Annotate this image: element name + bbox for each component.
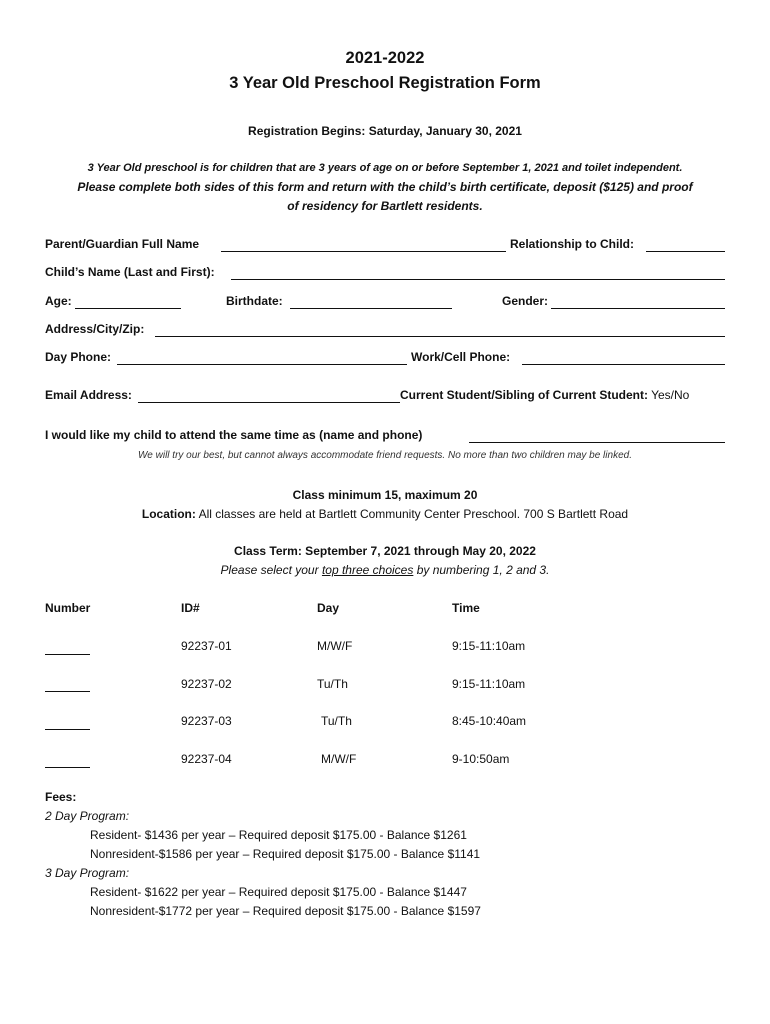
location-label: Location: [141, 507, 196, 521]
class-location [0, 507, 770, 521]
class-time-3: 8:45-10:40am [452, 714, 527, 728]
parent-name-label: Parent/Guardian Full Name [45, 237, 200, 251]
address-label: Address/City/Zip: [45, 322, 145, 336]
selection-suffix: by numbering 1, 2 and 3. [416, 563, 550, 577]
class-size: Class minimum 15, maximum 20 [292, 488, 478, 502]
current-student-options[interactable]: Yes/No [651, 388, 690, 402]
selection-instructions [0, 563, 770, 577]
selection-emphasis: top three choices [321, 563, 414, 577]
work-phone-field[interactable] [522, 364, 725, 365]
three-day-nonresident-fee: Nonresident-$1772 per year – Required deposit $175.00 - Balance $1597 [90, 904, 481, 918]
three-day-resident-fee: Resident- $1622 per year – Required deposit $175.00 - Balance $1447 [90, 885, 467, 899]
day-phone-field[interactable] [117, 364, 407, 365]
class-day-1: M/W/F [317, 639, 353, 653]
child-name-label: Child’s Name (Last and First): [45, 265, 215, 279]
header-day: Day [317, 601, 340, 615]
address-field[interactable] [155, 336, 725, 337]
form-title: 3 Year Old Preschool Registration Form [229, 74, 541, 92]
class-day-3: Tu/Th [321, 714, 352, 728]
header-time: Time [452, 601, 480, 615]
age-label: Age: [45, 294, 72, 308]
day-phone-label: Day Phone: [45, 350, 112, 364]
relationship-field[interactable] [646, 251, 725, 252]
selection-prefix: Please select your [220, 563, 319, 577]
email-label: Email Address: [45, 388, 132, 402]
class-id-2: 92237-02 [181, 677, 232, 691]
two-day-nonresident-fee: Nonresident-$1586 per year – Required deposit $175.00 - Balance $1141 [90, 847, 481, 861]
relationship-label: Relationship to Child: [510, 237, 634, 251]
header-number: Number [45, 601, 91, 615]
location-text: All classes are held at Bartlett Community Center Preschool. 700 S Bartlett Road [198, 507, 629, 521]
birthdate-field[interactable] [290, 308, 452, 309]
two-day-resident-fee: Resident- $1436 per year – Required deposit $175.00 - Balance $1261 [90, 828, 467, 842]
birthdate-label: Birthdate: [226, 294, 283, 308]
class-day-2: Tu/Th [317, 677, 348, 691]
header-id: ID# [181, 601, 200, 615]
class-id-3: 92237-03 [181, 714, 232, 728]
three-day-program-label: 3 Day Program: [45, 866, 130, 880]
choice-number-field-4[interactable] [45, 767, 90, 768]
class-day-4: M/W/F [321, 752, 357, 766]
child-name-field[interactable] [231, 279, 725, 280]
friend-request-note: We will try our best, but cannot always accommodate friend requests. No more than two children may be linked. [138, 450, 632, 461]
class-id-4: 92237-04 [181, 752, 232, 766]
current-student-question [400, 388, 689, 402]
eligibility-note: 3 Year Old preschool is for children that are 3 years of age on or before September 1, 2021 and toilet independent. [87, 162, 683, 174]
friend-request-label: I would like my child to attend the same time as (name and phone) [45, 428, 423, 442]
registration-begins: Registration Begins: Saturday, January 30, 2021 [248, 124, 522, 138]
class-time-2: 9:15-11:10am [452, 677, 526, 691]
parent-name-field[interactable] [221, 251, 506, 252]
gender-label: Gender: [502, 294, 549, 308]
class-time-1: 9:15-11:10am [452, 639, 526, 653]
friend-request-field[interactable] [469, 442, 725, 443]
class-id-1: 92237-01 [181, 639, 232, 653]
class-time-4: 9-10:50am [452, 752, 510, 766]
fees-label: Fees: [45, 790, 77, 804]
two-day-program-label: 2 Day Program: [45, 809, 130, 823]
instructions-line-2: of residency for Bartlett residents. [287, 199, 483, 213]
choice-number-field-1[interactable] [45, 654, 90, 655]
choice-number-field-3[interactable] [45, 729, 90, 730]
current-student-label: Current Student/Sibling of Current Student: [400, 388, 648, 402]
form-year: 2021-2022 [345, 49, 425, 67]
work-phone-label: Work/Cell Phone: [411, 350, 511, 364]
gender-field[interactable] [551, 308, 725, 309]
class-term: Class Term: September 7, 2021 through May 20, 2022 [234, 544, 536, 558]
instructions-line-1: Please complete both sides of this form and return with the child’s birth certificate, deposit ($125) and proof [77, 180, 693, 194]
choice-number-field-2[interactable] [45, 691, 90, 692]
email-field[interactable] [138, 402, 400, 403]
age-field[interactable] [75, 308, 181, 309]
